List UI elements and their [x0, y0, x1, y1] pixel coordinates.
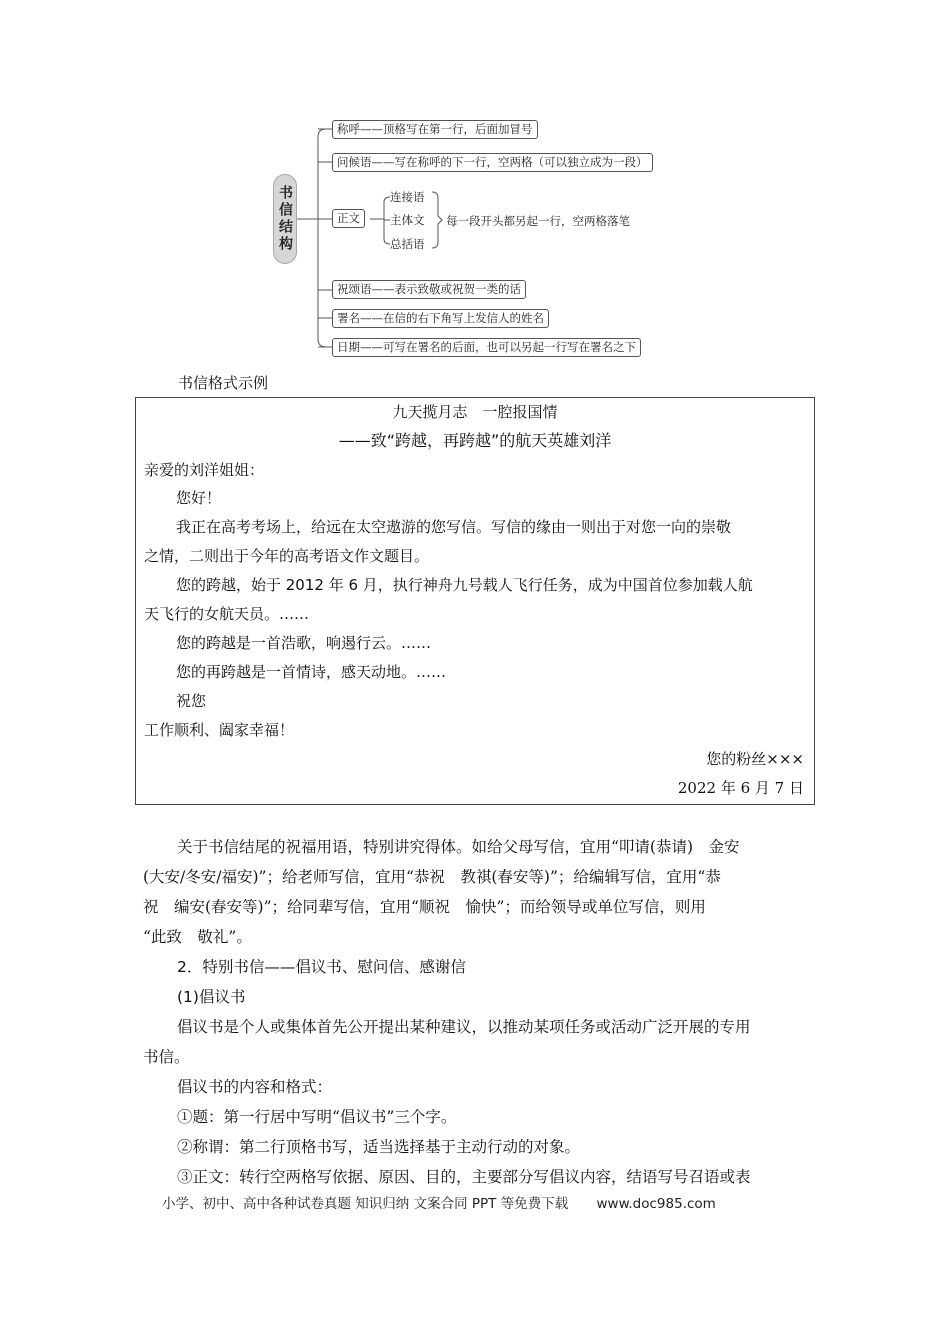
example-title: 书信格式示例 — [178, 374, 269, 392]
node-body: 正文 — [332, 209, 365, 228]
body-line: (大安/冬安/福安)”；给老师写信，宜用“恭祝 教祺(春安等)”；给编辑写信，宜用“恭 — [143, 868, 721, 886]
section-heading: 2．特别书信——倡议书、慰问信、感谢信 — [177, 958, 466, 976]
body-line: “此致 敬礼”。 — [143, 928, 252, 946]
letter-wish: 祝您 — [176, 692, 207, 710]
mindmap-root: 书信结构 — [273, 174, 297, 264]
letter-signature: 您的粉丝××× — [706, 750, 804, 768]
letter-date: 2022 年 6 月 7 日 — [677, 779, 804, 797]
node-body-note: 每一段开头都另起一行，空两格落笔 — [446, 214, 630, 228]
body-text — [143, 832, 808, 1186]
body-line: 倡议书的内容和格式： — [177, 1078, 333, 1096]
node-date: 日期——可写在署名的后面，也可以另起一行写在署名之下 — [332, 338, 641, 357]
node-body-main: 主体文 — [390, 213, 425, 227]
node-greeting: 称呼——顶格写在第一行，后面加冒号 — [332, 120, 538, 139]
page-footer — [162, 1192, 716, 1212]
subsection-heading: (1)倡议书 — [177, 988, 246, 1006]
letter-paragraph-line: 您的再跨越是一首情诗，感天动地。…… — [176, 663, 447, 681]
letter-greeting: 您好！ — [176, 489, 222, 507]
body-line: 关于书信结尾的祝福用语，特别讲究得体。如给父母写信，宜用“叩请(恭请) 金安 — [177, 838, 740, 856]
list-item: ③正文：转行空两格写依据、原因、目的，主要部分写倡议内容，结语写号召语或表 — [177, 1168, 751, 1186]
body-line: 倡议书是个人或集体首先公开提出某种建议，以推动某项任务或活动广泛开展的专用 — [177, 1018, 751, 1036]
letter-structure-mindmap — [260, 112, 700, 362]
footer-text: 小学、初中、高中各种试卷真题 知识归纳 文案合同 PPT 等免费下载 — [162, 1196, 569, 1212]
node-blessing: 祝颂语——表示致敬或祝贺一类的话 — [332, 280, 526, 299]
letter-paragraph-line: 之情，二则出于今年的高考语文作文题目。 — [144, 547, 430, 565]
node-salutation: 问候语——写在称呼的下一行，空两格（可以独立成为一段） — [332, 153, 653, 172]
letter-paragraph-line: 天飞行的女航天员。…… — [144, 605, 310, 623]
list-item: ②称谓：第二行顶格书写，适当选择基于主动行动的对象。 — [177, 1138, 581, 1156]
body-line: 书信。 — [143, 1048, 190, 1066]
node-body-connector: 连接语 — [390, 190, 425, 204]
node-body-summary: 总括语 — [390, 237, 425, 251]
body-line: 祝 编安(春安等)”；给同辈写信，宜用“顺祝 愉快”；而给领导或单位写信，则用 — [143, 898, 706, 916]
node-signature: 署名——在信的右下角写上发信人的姓名 — [332, 309, 549, 328]
letter-salutation: 亲爱的刘洋姐姐： — [144, 461, 265, 479]
letter-wish: 工作顺利、阖家幸福！ — [144, 721, 295, 739]
letter-paragraph-line: 您的跨越是一首浩歌，响遏行云。…… — [176, 634, 432, 652]
letter-example-box — [135, 397, 815, 805]
footer-site-link[interactable]: www.doc985.com — [596, 1196, 716, 1212]
letter-subtitle: ——致“跨越，再跨越”的航天英雄刘洋 — [338, 431, 612, 450]
letter-title: 九天揽月志 一腔报国情 — [392, 403, 558, 421]
list-item: ①题：第一行居中写明“倡议书”三个字。 — [177, 1108, 457, 1126]
letter-paragraph-line: 您的跨越，始于 2012 年 6 月，执行神舟九号载人飞行任务，成为中国首位参加载人航 — [176, 576, 753, 594]
letter-paragraph-line: 我正在高考考场上，给远在太空遨游的您写信。写信的缘由一则出于对您一向的崇敬 — [176, 518, 732, 536]
